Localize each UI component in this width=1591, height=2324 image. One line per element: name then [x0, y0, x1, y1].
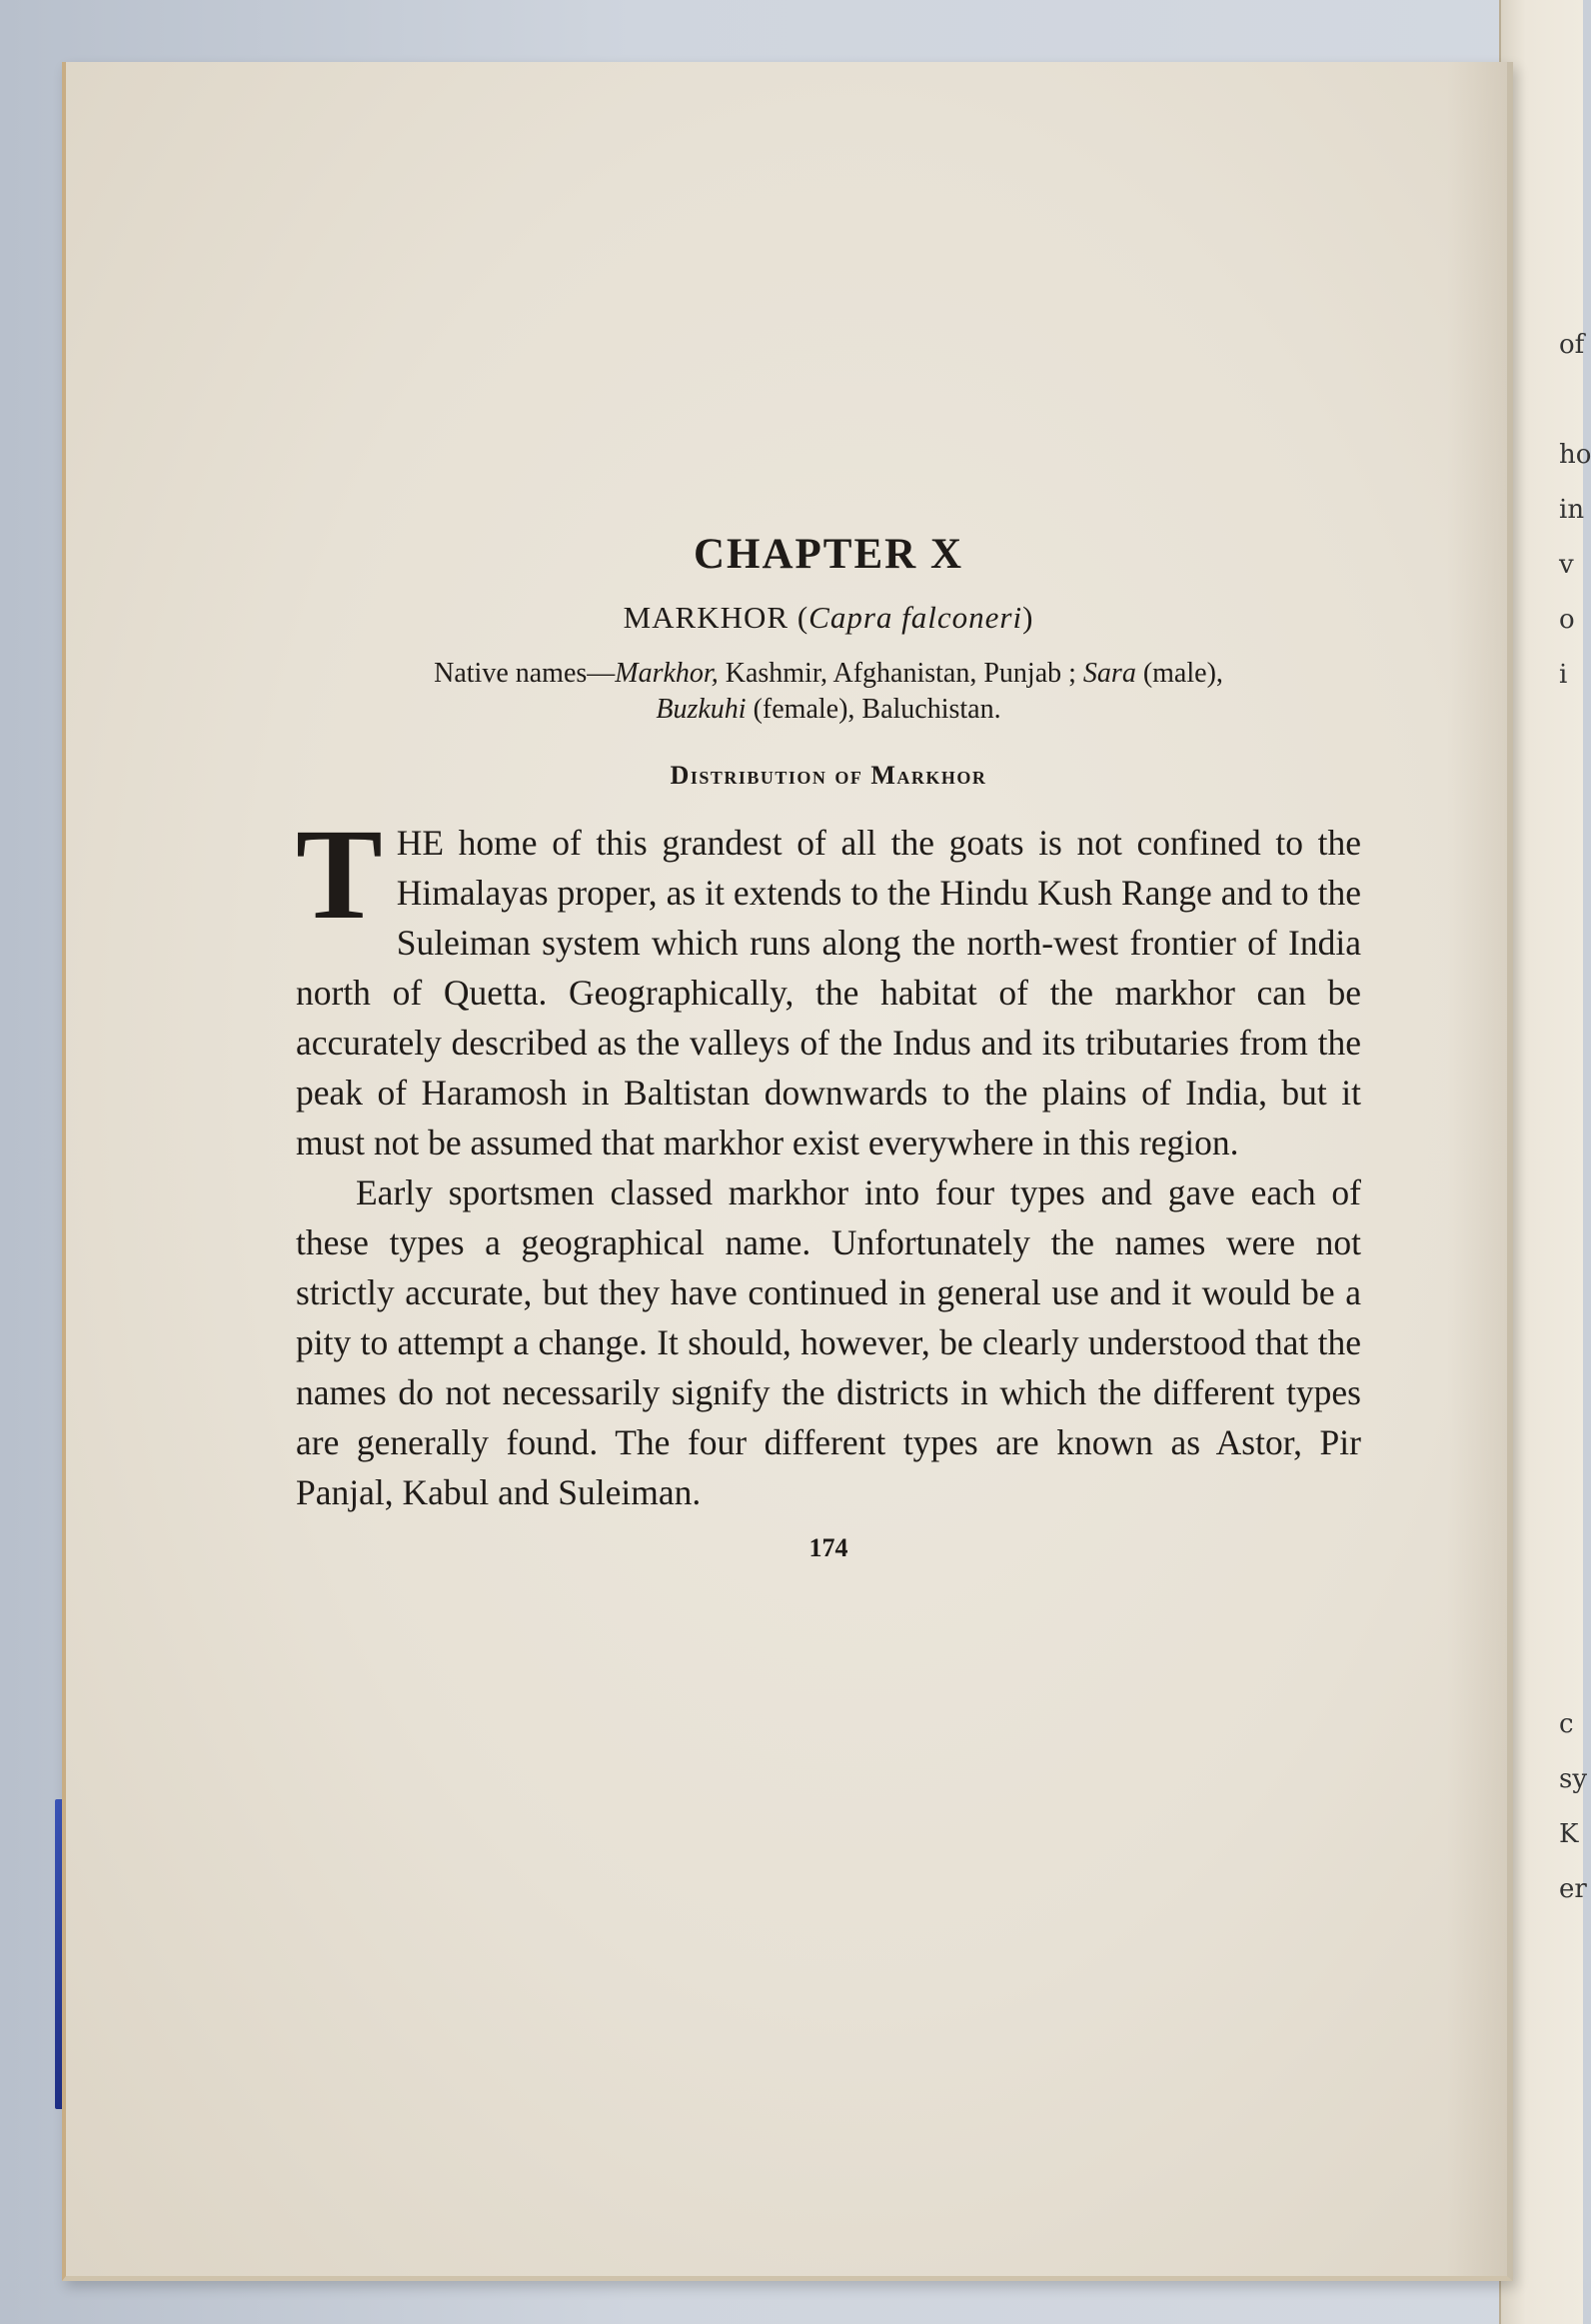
facing-fragment: K [1559, 1819, 1579, 1849]
facing-fragment: o [1559, 605, 1575, 635]
drop-cap: T [296, 803, 383, 947]
facing-fragment: ho [1559, 440, 1591, 470]
species-latin-name: Capra falconeri [808, 600, 1023, 635]
native-name-sara: Sara [1082, 658, 1136, 689]
native-names [296, 656, 1361, 728]
species-title: MARKHOR (Capra falconeri) [623, 600, 1034, 635]
native-name-markhor-regions: Kashmir, Afghanistan, Punjab ; [725, 658, 1076, 689]
facing-fragment: v [1559, 550, 1574, 580]
paragraph-1 [296, 803, 1361, 1167]
native-name-sara-note: (male), [1142, 658, 1223, 689]
paragraph-2: Early sportsmen classed markhor into four types and gave each of these types a geographical name. Unfortunately the names were not strictly accurate, but they have continued in general use and it would be a pity to attempt a change. It should, however, be clearly understood that the names do not necessarily signify the districts in which the different types are generally found. The four different types are known as Astor, Pir Panjal, Kabul and Suleiman. [296, 1172, 1361, 1512]
paragraph-1-text: HE home of this grandest of all the goats is not confined to the Himalayas proper, as it extends to the Hindu Kush Range and to the Suleiman system which runs along the north-west frontier of India north of Quetta. Geographically, the habitat of the markhor can be accurately described as the valleys of the Indus and its tributaries from the peak of Haramosh in Baltistan downwards to the plains of India, but it must not be assumed that markhor exist everywhere in this region. [296, 823, 1361, 1162]
facing-fragment: sy [1559, 1764, 1588, 1794]
native-names-prefix: Native names— [434, 658, 616, 689]
facing-fragment: i [1559, 660, 1568, 690]
facing-fragment: in [1559, 495, 1585, 525]
section-heading: Distribution of Markhor [670, 761, 987, 790]
facing-fragment: of [1559, 330, 1585, 360]
facing-fragment: c [1559, 1709, 1574, 1739]
chapter-title: CHAPTER X [693, 531, 964, 578]
page-number: 174 [808, 1533, 848, 1562]
facing-fragment: er [1559, 1874, 1587, 1904]
species-name: MARKHOR [623, 600, 790, 635]
native-name-buzkuhi: Buzkuhi [656, 694, 747, 725]
native-name-buzkuhi-note: (female), Baluchistan. [753, 694, 1001, 725]
native-name-markhor: Markhor, [615, 658, 719, 689]
page-text-column [296, 520, 1361, 1563]
